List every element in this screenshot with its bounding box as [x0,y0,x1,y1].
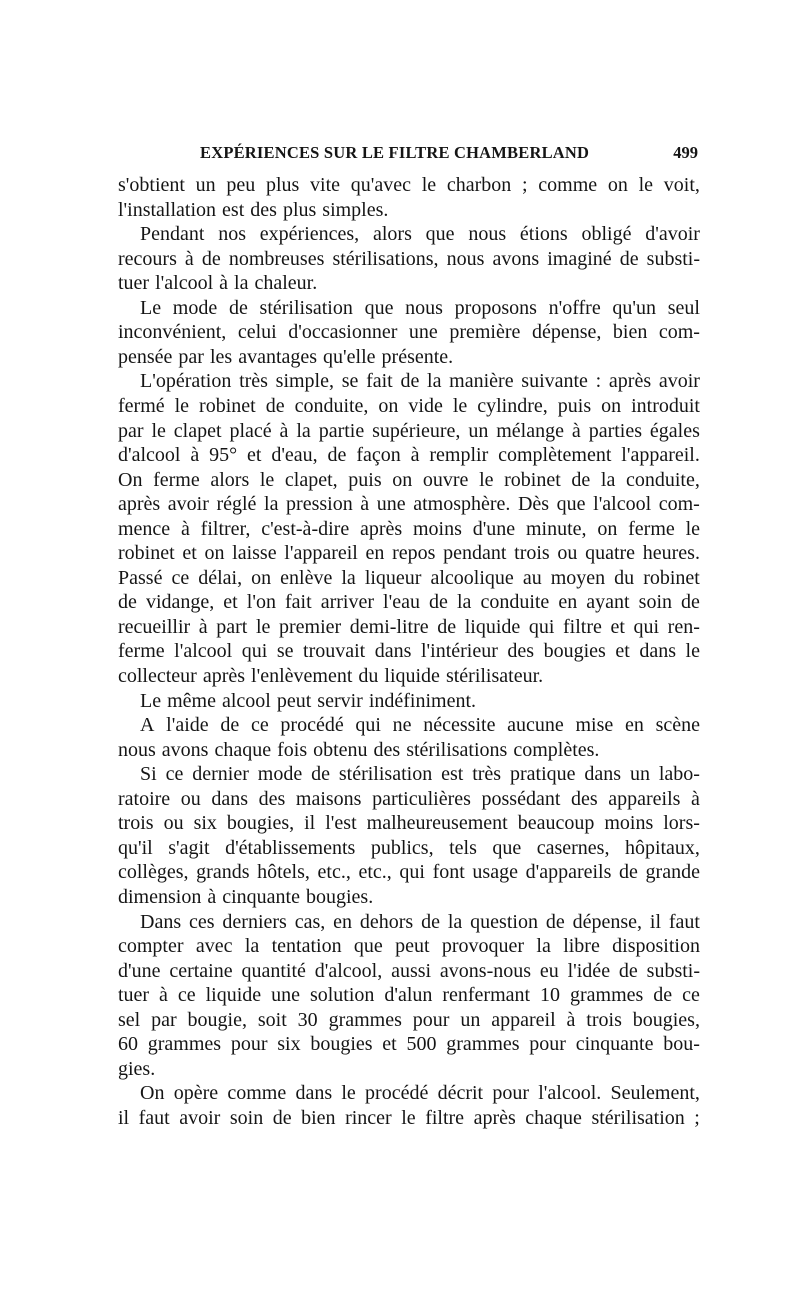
text-line: On opère comme dans le procédé décrit pour l'alcool. Seulement, [140,1082,700,1105]
text-line: ferme l'alcool qui se trouvait dans l'intérieur des bougies et dans le [118,640,700,663]
text-line: mence à filtrer, c'est-à-dire après moins d'une minute, on ferme le [118,517,700,540]
running-title: EXPÉRIENCES SUR LE FILTRE CHAMBERLAND [200,143,590,162]
text-line: qu'il s'agit d'établissements publics, tels que casernes, hôpitaux, [118,836,700,859]
text-line: de vidange, et l'on fait arriver l'eau de la conduite en ayant soin de [118,591,700,614]
text-line: sel par bougie, soit 30 grammes pour un appareil à trois bougies, [118,1008,700,1031]
text-line: fermé le robinet de conduite, on vide le cylindre, puis on introduit [118,394,700,417]
text-line: dimension à cinquante bougies. [118,885,374,908]
text-line: Si ce dernier mode de stérilisation est très pratique dans un labo- [140,763,700,786]
text-line: Pendant nos expériences, alors que nous étions obligé d'avoir [140,223,700,246]
text-line: d'alcool à 95° et d'eau, de façon à remplir complètement l'appareil. [118,444,700,467]
text-line: tuer l'alcool à la chaleur. [118,272,318,295]
text-line: Dans ces derniers cas, en dehors de la question de dépense, il faut [140,910,700,933]
text-line: Le mode de stérilisation que nous proposons n'offre qu'un seul [140,296,700,319]
text-line: l'installation est des plus simples. [118,198,389,221]
text-line: Passé ce délai, on enlève la liqueur alcoolique au moyen du robinet [118,566,700,589]
text-line: pensée par les avantages qu'elle présente. [118,345,454,368]
text-line: collèges, grands hôtels, etc., etc., qui font usage d'appareils de grande [118,861,700,884]
text-line: recueillir à part le premier demi-litre de liquide qui filtre et qui ren- [118,615,700,638]
text-line: inconvénient, celui d'occasionner une première dépense, bien com- [118,321,700,344]
text-line: ratoire ou dans des maisons particulières possédant des appareils à [118,787,700,810]
text-line: tuer à ce liquide une solution d'alun renfermant 10 grammes de ce [118,984,700,1007]
text-line: collecteur après l'enlèvement du liquide stérilisateur. [118,665,544,687]
text-line: compter avec la tentation que peut provoquer la libre disposition [118,935,700,958]
text-line: d'une certaine quantité d'alcool, aussi avons-nous eu l'idée de substi- [118,959,700,982]
text-line: par le clapet placé à la partie supérieure, un mélange à parties égales [118,419,700,442]
text-line: Le même alcool peut servir indéfiniment. [140,689,477,712]
text-line: trois ou six bougies, il l'est malheureusement beaucoup moins lors- [118,812,700,835]
text-line: gies. [118,1057,156,1080]
text-line: il faut avoir soin de bien rincer le filtre après chaque stérilisation ; [118,1106,700,1129]
book-page [118,0,700,1304]
text-line: robinet et on laisse l'appareil en repos pendant trois ou quatre heures. [118,542,700,565]
text-line: A l'aide de ce procédé qui ne nécessite aucune mise en scène [140,714,700,737]
text-line: On ferme alors le clapet, puis on ouvre le robinet de la conduite, [118,468,700,491]
text-line: L'opération très simple, se fait de la manière suivante : après avoir [140,370,700,393]
running-header [118,143,700,169]
page-number: 499 [673,143,698,162]
text-line: s'obtient un peu plus vite qu'avec le charbon ; comme on le voit, [118,174,700,196]
text-line: nous avons chaque fois obtenu des stérilisations complètes. [118,738,600,761]
text-line: recours à de nombreuses stérilisations, nous avons imaginé de substi- [118,247,700,270]
text-line: 60 grammes pour six bougies et 500 grammes pour cinquante bou- [118,1033,700,1056]
text-line: après avoir réglé la pression à une atmosphère. Dès que l'alcool com- [118,493,700,516]
